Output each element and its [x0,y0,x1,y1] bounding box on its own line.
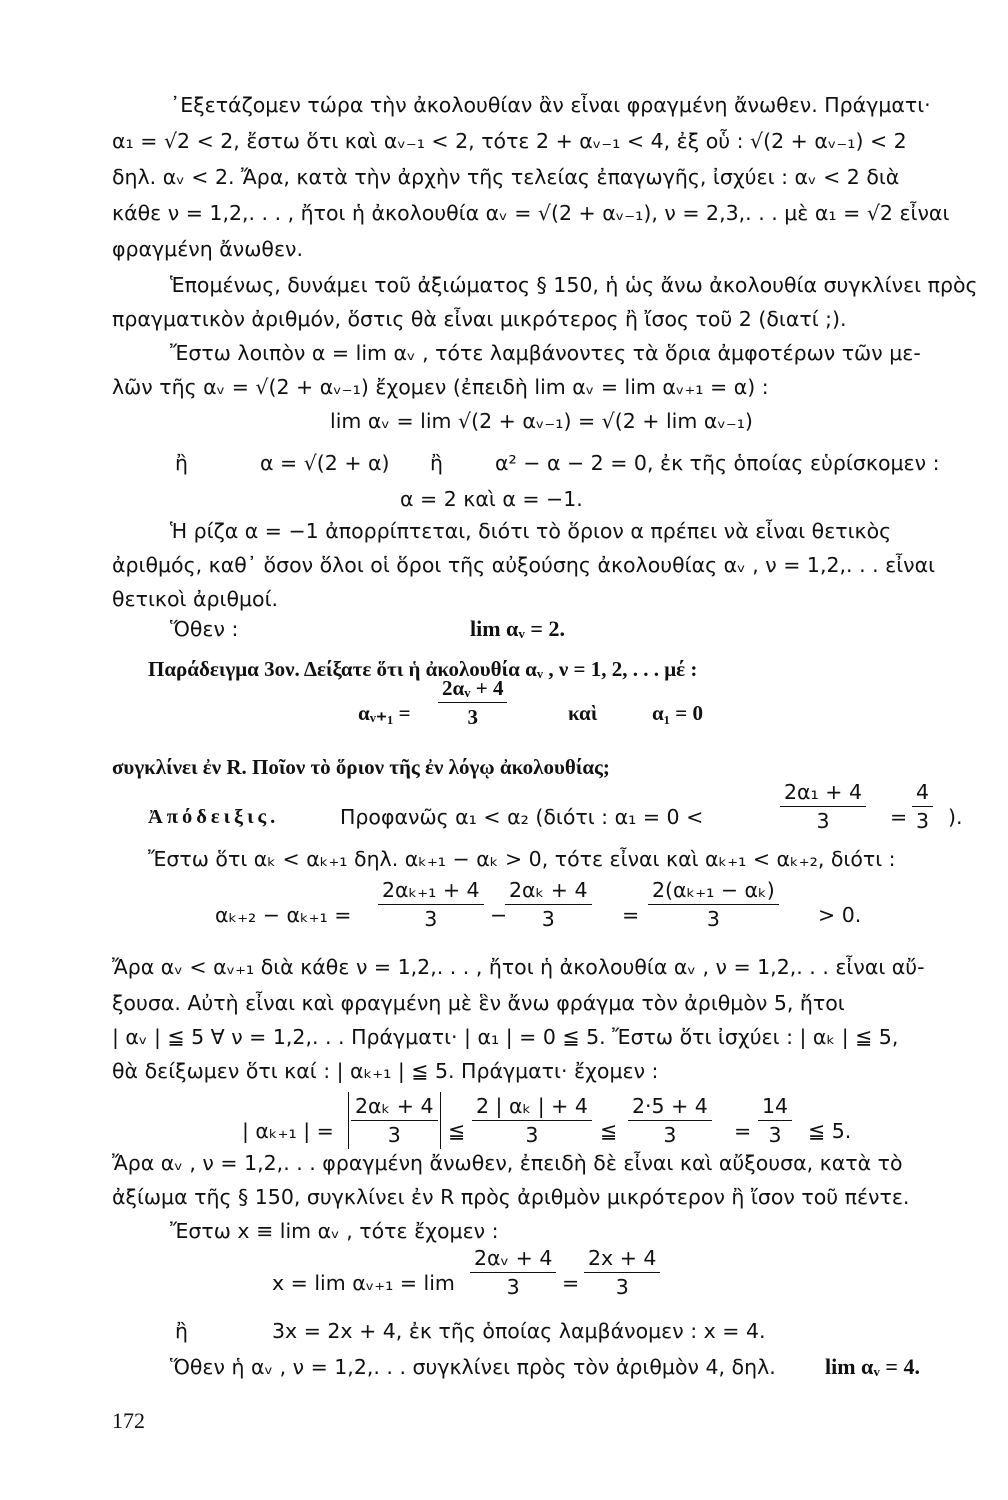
text-line [0,514,1008,548]
equation-text: ἢ [430,451,443,475]
text-line [0,780,1008,834]
fraction [472,1092,592,1149]
equation-text: = [734,1119,752,1143]
text-line [0,842,1008,876]
line-text: Ἡ ρίζα α = −1 ἀπορρίπτεται, διότι τὸ ὅριον α πρέπει νὰ εἶναι θετικὸς [170,519,892,543]
denominator: 3 [467,705,478,729]
equation [0,1314,1008,1348]
equation-text: ≦ [600,1119,618,1143]
heading-text: Παράδειγμα 3ον. Δείξατε ὅτι ἡ ἀκολουθία αᵥ , ν = 1, 2, . . . μέ : [148,657,698,681]
denominator: 3 [706,907,720,931]
line-text: ἀριθμός, καθ᾿ ὅσον ὅλοι οἱ ὅροι τῆς αὐξούσης ἀκολουθίας αᵥ , ν = 1,2,. . . εἶναι [112,553,936,577]
text-line [0,196,1008,230]
text-line [0,1020,1008,1054]
fraction [648,876,779,933]
line-text: Ὅθεν ἡ αᵥ , ν = 1,2,. . . συγκλίνει πρὸς τὸν ἀριθμὸν 4, δηλ. [170,1355,776,1379]
denominator: 3 [768,1123,782,1147]
numerator: 2αᵥ + 4 [438,674,507,703]
numerator: 2(αₖ₊₁ − αₖ) [648,876,779,905]
line-text: λῶν τῆς αᵥ = √(2 + αᵥ₋₁) ἔχομεν (ἐπειδὴ lim αᵥ = lim αᵥ₊₁ = α) : [112,375,769,399]
text-line [0,986,1008,1020]
numerator: 4 [912,778,933,807]
denominator: 3 [615,1275,629,1299]
equation [0,878,1008,932]
denominator: 3 [506,1275,520,1299]
equation-text: ἢ [175,451,188,475]
text-line [0,548,1008,582]
text-line [0,124,1008,158]
numerator: 2 | αₖ | + 4 [472,1092,592,1121]
numerator: 14 [758,1092,792,1121]
fraction [470,1244,556,1301]
page-number: 172 [112,1408,145,1433]
result-text: lim αᵥ = 2. [470,616,565,641]
equation-text: = [562,1271,580,1295]
text-line [0,1180,1008,1214]
equation [0,676,1008,730]
line-text: δηλ. αᵥ < 2. Ἄρα, κατὰ τὴν ἀρχὴν τῆς τελείας ἐπαγωγῆς, ἰσχύει : αᵥ < 2 διὰ [112,165,900,189]
numerator: 2αₖ + 4 [351,1092,438,1121]
denominator: 3 [541,907,555,931]
numerator: 2α₁ + 4 [780,778,866,807]
line-text: φραγμένη ἄνωθεν. [112,237,303,261]
equation-text: α = 2 καὶ α = −1. [400,487,583,511]
line-text: Ἔστω x ≡ lim αᵥ , τότε ἔχομεν : [170,1219,499,1243]
equation [0,482,1008,516]
fraction [438,674,507,731]
text-line [0,232,1008,266]
result-text: lim αᵥ = 4. [825,1354,920,1379]
equation-text: = [890,805,908,829]
numerator: 2·5 + 4 [628,1092,712,1121]
text-line [0,336,1008,370]
fraction [780,778,866,835]
line-text: ξουσα. Αὐτὴ εἶναι καὶ φραγμένη μὲ ἓν ἄνω φράγμα τὸν ἀριθμὸν 5, ἤτοι [112,991,845,1015]
fraction [378,876,484,933]
equation-text: ≦ [448,1119,466,1143]
proof-label: Ἀπόδειξις. [148,806,280,828]
text-line [0,582,1008,616]
text-line [0,1146,1008,1180]
equation-text: α² − α − 2 = 0, ἐκ τῆς ὁποίας εὑρίσκομεν : [495,451,940,475]
equation-text: αᵥ₊₁ = [358,701,411,725]
line-text: Προφανῶς α₁ < α₂ (διότι : α₁ = 0 < [340,805,704,829]
line-text: συγκλίνει ἐν R. Ποῖον τὸ ὅριον τῆς ἐν λόγῳ ἀκολουθίας; [112,755,610,779]
equation-text: α = √(2 + α) [260,451,390,475]
line-text: Ἄρα αᵥ < αᵥ₊₁ διὰ κάθε ν = 1,2,. . . , ἤτοι ἡ ἀκολουθία αᵥ , ν = 1,2,. . . εἶναι αὔ- [112,955,925,979]
line-text: Ἔστω λοιπὸν α = lim αᵥ , τότε λαμβάνοντες τὰ ὅρια ἀμφοτέρων τῶν με- [170,341,921,365]
fraction [584,1244,660,1301]
equation-text: ≦ 5. [808,1119,852,1143]
equation-text: lim αᵥ = lim √(2 + αᵥ₋₁) = √(2 + lim αᵥ₋₁) [330,409,753,433]
equation-text: ). [948,805,963,829]
numerator: 2αₖ + 4 [505,876,592,905]
text-line [0,302,1008,336]
equation-text: καὶ [568,701,598,725]
numerator: 2x + 4 [584,1244,660,1273]
line-text: κάθε ν = 1,2,. . . , ἤτοι ἡ ἀκολουθία αᵥ = √(2 + αᵥ₋₁), ν = 2,3,. . . μὲ α₁ = √2 εἶναι [112,201,950,225]
equation-text: | αₖ₊₁ | = [242,1119,334,1143]
equation-text: αₖ₊₂ − αₖ₊₁ = [215,903,352,927]
text-line [0,950,1008,984]
equation-text: = [622,903,640,927]
text-line [0,160,1008,194]
line-text: Ἄρα αᵥ , ν = 1,2,. . . φραγμένη ἄνωθεν, ἐπειδὴ δὲ εἶναι καὶ αὔξουσα, κατὰ τὸ [112,1151,903,1175]
text-line [0,1350,1008,1384]
line-text: θετικοὶ ἀριθμοί. [112,587,279,611]
text-line [0,268,1008,302]
equation-text: α₁ = 0 [652,701,703,725]
fraction [758,1092,792,1149]
numerator: 2αₖ₊₁ + 4 [378,876,484,905]
text-line [0,612,1008,646]
absolute-fraction [348,1092,441,1149]
denominator: 3 [663,1123,677,1147]
equation-text: > 0. [818,903,862,927]
line-text: πραγματικὸν ἀριθμόν, ὅστις θὰ εἶναι μικρότερος ἢ ἴσος τοῦ 2 (διατί ;). [112,307,847,331]
line-text: α₁ = √2 < 2, ἔστω ὅτι καὶ αᵥ₋₁ < 2, τότε 2 + αᵥ₋₁ < 4, ἐξ οὗ : √(2 + αᵥ₋₁) < 2 [112,129,907,153]
fraction [628,1092,712,1149]
line-text: | αᵥ | ≦ 5 ∀ ν = 1,2,. . . Πράγματι· | α₁ | = 0 ≦ 5. Ἔστω ὅτι ἰσχύει : | αₖ | ≦ 5, [112,1025,899,1049]
line-text: ᾿Εξετάζομεν τώρα τὴν ἀκολουθίαν ἂν εἶναι φραγμένη ἄνωθεν. Πράγματι· [170,93,931,117]
denominator: 3 [916,809,930,833]
text-line [0,370,1008,404]
denominator: 3 [525,1123,539,1147]
fraction [912,778,933,835]
line-text: ἀξίωμα τῆς § 150, συγκλίνει ἐν R πρὸς ἀριθμὸν μικρότερον ἢ ἴσον τοῦ πέντε. [112,1185,910,1209]
equation [0,404,1008,438]
line-text: Ἑπομένως, δυνάμει τοῦ ἀξιώματος § 150, ἡ ὡς ἄνω ἀκολουθία συγκλίνει πρὸς [170,273,978,297]
equation-text: x = lim αᵥ₊₁ = lim [272,1271,455,1295]
equation-text: 3x = 2x + 4, ἐκ τῆς ὁποίας λαμβάνομεν : x = 4. [272,1319,766,1343]
text-line [0,1054,1008,1088]
equation [0,1246,1008,1300]
text-line [0,88,1008,122]
equation-text: ἢ [175,1319,188,1343]
equation [0,446,1008,480]
denominator: 3 [816,809,830,833]
fraction [505,876,592,933]
equation-text: − [490,903,508,927]
denominator: 3 [424,907,438,931]
line-text: θὰ δείξωμεν ὅτι καί : | αₖ₊₁ | ≦ 5. Πράγματι· ἔχομεν : [112,1059,659,1083]
line-text: Ὅθεν : [170,617,239,641]
text-line [0,1214,1008,1248]
line-text: Ἔστω ὅτι αₖ < αₖ₊₁ δηλ. αₖ₊₁ − αₖ > 0, τότε εἶναι καὶ αₖ₊₁ < αₖ₊₂, διότι : [148,847,896,871]
denominator: 3 [387,1123,401,1147]
numerator: 2αᵥ + 4 [470,1244,556,1273]
